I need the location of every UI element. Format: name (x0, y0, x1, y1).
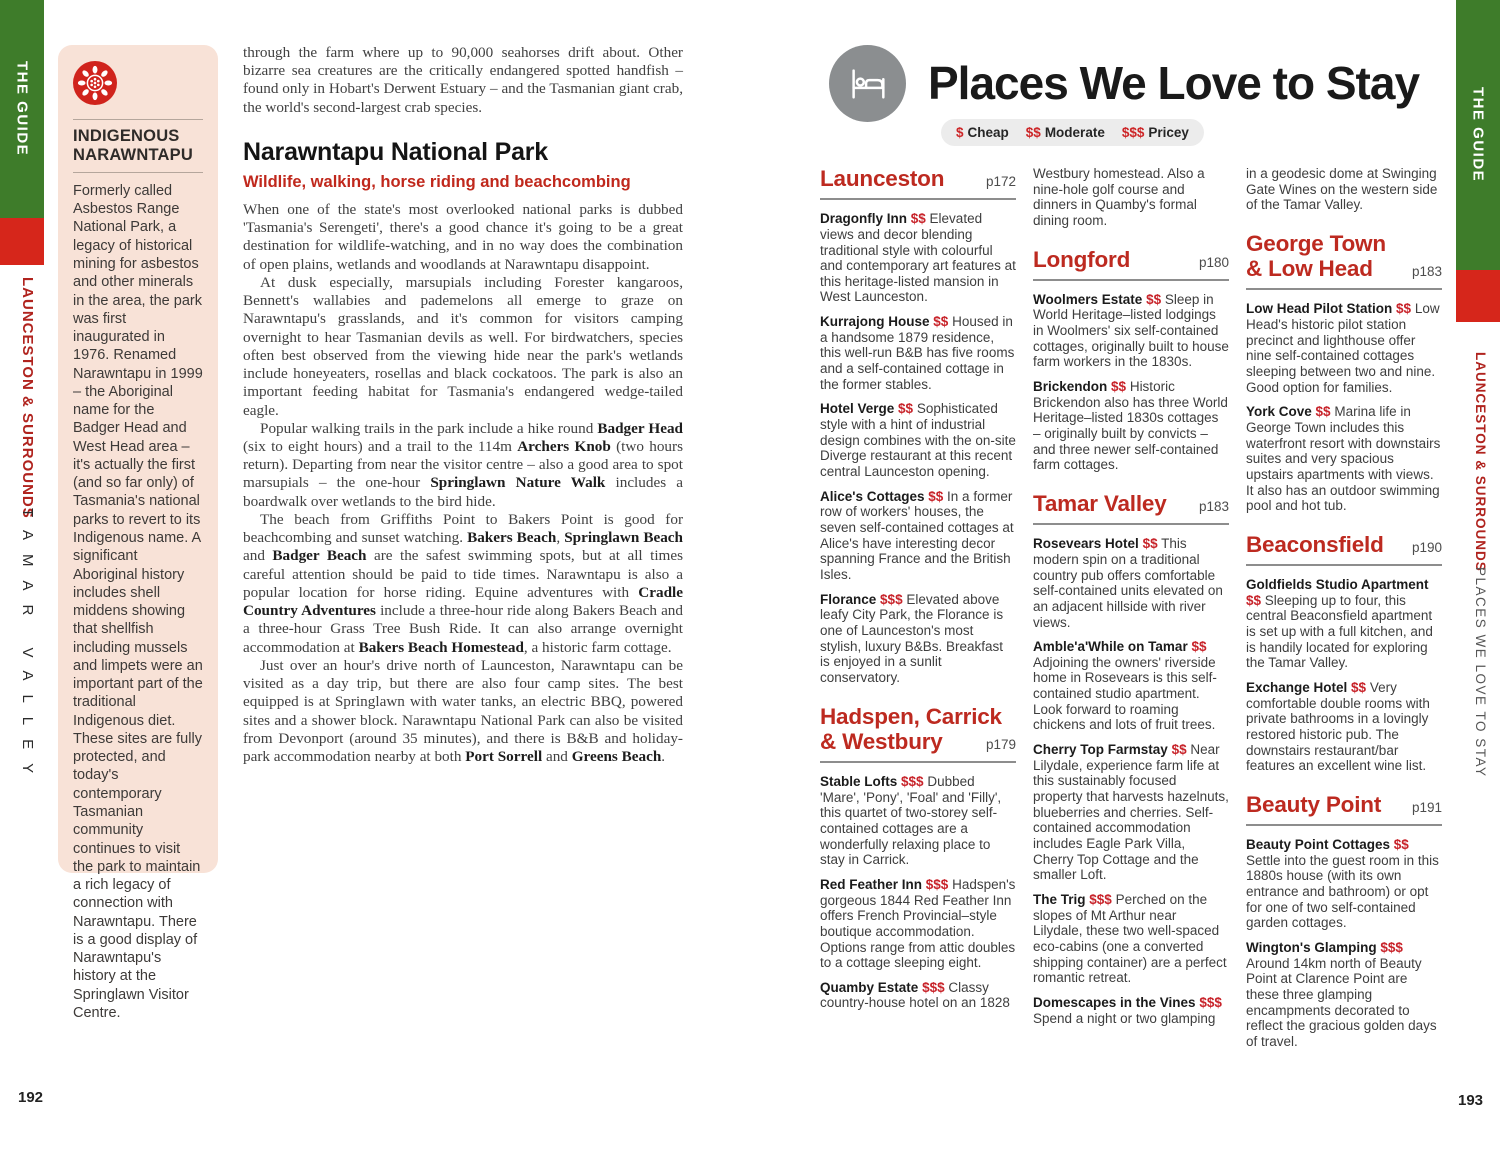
listing-name: Beauty Point Cottages (1246, 837, 1391, 853)
section-page-ref: p190 (1411, 539, 1442, 555)
listing-entry: Kurrajong House $$ Housed in a handsome 1879 residence, this well-run B&B has five rooms and a self-contained cottage in the former stables. (820, 314, 1015, 392)
price-symbol: $ (956, 125, 964, 140)
listing-entry: Florance $$$ Elevated above leafy City Park, the Florance is one of Launceston's most stylish, luxury B&Bs. Breakfast is enjoyed in a sunlit conservatory. (820, 591, 1004, 685)
right-spine-section-label: PLACES WE LOVE TO STAY (1473, 567, 1488, 778)
section-title: Beaconsfield (1246, 531, 1384, 557)
section-heading-row (1246, 792, 1442, 817)
listing-name: Woolmers Estate (1033, 291, 1143, 307)
bed-icon (829, 45, 906, 122)
section-title: Tamar Valley (1033, 491, 1167, 517)
listing-entry: Quamby Estate $$$ Classy country-house hotel on an 1828 (820, 979, 1010, 1011)
listing-price: $$ (1315, 404, 1331, 420)
listing-name: Kurrajong House (820, 314, 930, 330)
price-symbol: $$ (1025, 125, 1041, 140)
page-number-left: 192 (18, 1089, 44, 1106)
article-paragraph: The beach from Griffiths Point to Bakers Point is good for beachcombing and sunset watching. Bakers Beach, Springlawn Beach and Badger Beach are the safest swimming spots, but at all times careful attention should be paid to tide times. Narawntapu is also a popular location for horse riding. Equine adventures with Cradle Country Adventures include a three-hour ride along Bakers Beach and a three-hour Grass Tree Bush Ride. It can also arrange overnight accommodation at Bakers Beach Homestead, a historic farm cottage. (243, 510, 683, 656)
listing-price: $$ (1351, 680, 1367, 695)
listing-entry: York Cove $$ Marina life in George Town includes this waterfront resort with downstairs suites and very spacious upstairs apartments with views. It also has an outdoor swimming pool and hot tub. (1246, 404, 1441, 514)
listing-price: $$ (1393, 837, 1409, 853)
section-heading-row (1246, 256, 1442, 281)
section-heading-row (820, 729, 1016, 754)
right-spine-red-block (1456, 270, 1500, 322)
section-title: Longford (1033, 246, 1131, 272)
listing-name: Alice's Cottages (820, 488, 925, 504)
listing-price: $$ (1396, 301, 1412, 317)
listing-price: $$$ (1199, 994, 1222, 1010)
section-title: Launceston (820, 166, 945, 191)
article-paragraph: When one of the state's most overlooked national parks is dubbed 'Tasmania's Serengeti', there's a good chance it's going to be a great destination for wildlife-watching, and in no way does the combination of open plains, wetlands and woodlands at Narawntapu disappoint. (243, 200, 683, 273)
listing-column (820, 166, 1016, 1059)
right-spine-region-label: LAUNCESTON & SURROUNDS (1473, 352, 1488, 572)
listing-entry: Woolmers Estate $$ Sleep in World Heritage–listed lodgings in Woolmers' six self-contained cottages, originally built to house farm workers in the 1830s. (1033, 291, 1229, 370)
listing-price: $$ (1171, 742, 1187, 758)
left-guide-label: THE GUIDE (13, 61, 31, 157)
section-title: & Low Head (1246, 256, 1373, 282)
listing-entry: Beauty Point Cottages $$ Settle into the guest room in this 1880s house (with its own entrance and bathroom) or opt for one of two self-contained garden cottages. (1246, 837, 1439, 931)
section-heading (820, 166, 1016, 200)
listing-name: Rosevears Hotel (1033, 536, 1139, 552)
listing-entry: Dragonfly Inn $$ Elevated views and decor blending traditional style with colourful and contemporary art features at this heritage-listed mansion in West Launceston. (820, 211, 1016, 305)
article-paragraph: Popular walking trails in the park include a hike round Badger Head (six to eight hours) and a trail to the 114m Archers Knob (two hours return). Departing from near the visitor centre – also a good area to spot marsupials – the one-hour Springlawn Nature Walk includes a boardwalk over wetlands to the bird hide. (243, 419, 683, 510)
section-page-ref: p172 (985, 174, 1016, 189)
section-page-ref: p191 (1411, 799, 1442, 815)
price-symbol: $$$ (1121, 125, 1145, 140)
section-heading-row (820, 704, 1016, 729)
listing-entry: Alice's Cottages $$ In a former row of workers' houses, the seven self-contained cottages at Alice's have interesting decor spanning France and the British Isles. (820, 488, 1014, 582)
price-label: Cheap (967, 125, 1009, 140)
listing-price: $$$ (925, 876, 949, 892)
listing-continuation: Westbury homestead. Also a nine-hole golf course and dinners in Quamby's formal dining room. (1033, 166, 1205, 228)
article-paragraph: Just over an hour's drive north of Launceston, Narawntapu can be visited as a day trip, but there are also four camp sites. The best equipped is at Springlawn with water tanks, an electric BBQ, powered sites and a shower block. Narawntapu National Park can also be visited from Devonport (around 35 minutes), and there is B&B and holiday-park accommodation nearby at both Port Sorrell and Greens Beach. (243, 656, 683, 765)
listing-price: $$ (928, 488, 944, 504)
listings (820, 166, 1442, 1059)
listing-name: Florance (820, 591, 877, 607)
section-heading (1246, 532, 1442, 566)
listing-entry: Goldfields Studio Apartment $$ Sleeping up to four, this central Beaconsfield apartment is set up with a full kitchen, and is handily located for exploring the Tamar Valley. (1246, 577, 1433, 671)
section-page-ref: p183 (1411, 264, 1442, 280)
left-spine-section-label: TAMAR VALLEY (19, 508, 36, 788)
left-spine-region-label: LAUNCESTON & SURROUNDS (19, 277, 36, 519)
sidebar-rule-bottom (73, 172, 203, 173)
listing-entry: Domescapes in the Vines $$$ Spend a night or two glamping (1033, 994, 1222, 1026)
section-title: Beauty Point (1246, 791, 1382, 817)
section-heading (820, 704, 1016, 763)
listing-entry: The Trig $$$ Perched on the slopes of Mt Arthur near Lilydale, these two well-spaced eco-cabins (one a converted shipping container) are a perfect romantic retreat. (1033, 892, 1227, 986)
section-heading-row (1033, 491, 1229, 516)
price-label: Pricey (1148, 125, 1189, 140)
listing-name: York Cove (1246, 404, 1312, 420)
price-key (941, 119, 1204, 146)
intro-paragraph: through the farm where up to 90,000 seahorses drift about. Other bizarre sea creatures are the critically endangered spotted handfish – found only in Hobart's Derwent Estuary – and the Tasmanian giant crab, the world's second-largest crab species. (243, 44, 683, 116)
listing-name: Low Head Pilot Station (1246, 301, 1393, 317)
listing-name: Domescapes in the Vines (1033, 994, 1196, 1010)
listing-price: $$ (933, 314, 949, 330)
section-page-ref: p179 (985, 736, 1016, 752)
listing-entry: Brickendon $$ Historic Brickendon also has three World Heritage–listed 1830s cottages – originally built by convicts – and three newer self-contained farm cottages. (1033, 379, 1228, 473)
article-subheading: Wildlife, walking, horse riding and beachcombing (243, 172, 631, 191)
indigenous-sidebar (58, 45, 218, 1021)
price-key-item (1122, 125, 1189, 140)
listing-price: $$ (1146, 291, 1162, 307)
page-title: Places We Love to Stay (928, 57, 1420, 109)
listing-name: Cherry Top Farmstay (1033, 742, 1168, 758)
listing-entry: Hotel Verge $$ Sophisticated style with a hint of industrial design combines with the on-site Diverge restaurant at this recent central Launceston opening. (820, 401, 1016, 480)
right-guide-label: THE GUIDE (1469, 87, 1487, 183)
listing-name: Dragonfly Inn (820, 211, 907, 227)
listing-entry: Red Feather Inn $$$ Hadspen's gorgeous 1844 Red Feather Inn offers French Provincial–style boutique accommodation. Options range from attic doubles to a cottage sleeping eight. (820, 876, 1016, 971)
section-title: Hadspen, Carrick (820, 703, 1002, 729)
section-heading-row (1246, 532, 1442, 557)
section-title: & Westbury (820, 728, 943, 754)
listing-name: Exchange Hotel (1246, 680, 1348, 695)
listing-entry: Low Head Pilot Station $$ Low Head's historic pilot station precinct and lighthouse offer nine self-contained cottages sleeping between two and nine. Good option for families. (1246, 301, 1440, 395)
listing-name: Brickendon (1033, 379, 1108, 395)
left-spine-red-block (0, 218, 44, 265)
listing-price: $$$ (1380, 940, 1403, 956)
sidebar-rule-top (73, 119, 203, 120)
article-paragraph: At dusk especially, marsupials including Forester kangaroos, Bennett's wallabies and pademelons all emerge to graze on Narawntapu's grasslands, and it's common for visitors camping overnight to hear Tasmanian devils as well. For birdwatchers, species often best observed from the viewing hide near the park's wetlands include honeyeaters, rosellas and black cockatoos. The park is also an important feeding habitat for Tasmania's endangered wedge-tailed eagle. (243, 273, 683, 419)
listing-price: $$ (910, 211, 926, 227)
listing-price: $$ (1246, 592, 1262, 608)
listing-name: Wington's Glamping (1246, 940, 1377, 956)
listing-entry: Stable Lofts $$$ Dubbed 'Mare', 'Pony', 'Foal' and 'Filly', this quartet of two-storey self-contained cottages are a wonderfully relaxing place to stay in Carrick. (820, 773, 1002, 868)
listing-name: The Trig (1033, 892, 1086, 907)
section-heading (1033, 247, 1229, 281)
listing-entry: Wington's Glamping $$$ Around 14km north of Beauty Point at Clarence Point are these three glamping encampments decorated to reflect the gracious golden days of travel. (1246, 940, 1437, 1049)
section-page-ref: p183 (1198, 499, 1229, 515)
right-spine-green-block (1456, 0, 1500, 270)
section-heading-row (820, 166, 1016, 191)
listing-price: $$$ (901, 773, 924, 789)
listing-name: Stable Lofts (820, 773, 898, 789)
listing-price: $$$ (880, 591, 903, 607)
listing-price: $$ (898, 401, 914, 417)
article-heading: Narawntapu National Park (243, 137, 549, 166)
section-heading (1033, 491, 1229, 525)
listing-price: $$$ (1089, 892, 1112, 907)
aboriginal-art-icon (73, 61, 117, 105)
listing-column (1246, 166, 1442, 1059)
price-key-item (956, 125, 1009, 140)
page-number-right: 193 (1458, 1092, 1484, 1109)
listing-column (1033, 166, 1229, 1059)
section-title: George Town (1246, 230, 1386, 256)
listing-price: $$ (1142, 536, 1158, 552)
listing-name: Goldfields Studio Apartment (1246, 577, 1429, 593)
article-column (243, 44, 683, 766)
listing-entry: Rosevears Hotel $$ This modern spin on a traditional country pub offers comfortable self-contained units elevated on an adjacent hillside with river views. (1033, 536, 1223, 630)
listing-price: $$$ (922, 979, 945, 995)
price-label: Moderate (1044, 125, 1105, 140)
listing-name: Hotel Verge (820, 401, 895, 417)
listing-entry: Exchange Hotel $$ Very comfortable double rooms with private bathrooms in a lovingly restored historic pub. The downstairs restaurant/bar features an excellent wine list. (1246, 680, 1430, 774)
listing-name: Red Feather Inn (820, 876, 923, 892)
section-heading-row (1033, 247, 1229, 272)
listing-name: Amble'a'While on Tamar (1033, 639, 1188, 655)
article-body (243, 201, 683, 766)
listing-continuation: in a geodesic dome at Swinging Gate Wines on the western side of the Tamar Valley. (1246, 166, 1438, 213)
section-heading-row (1246, 231, 1442, 256)
sidebar-body: Formerly called Asbestos Range National Park, a legacy of historical mining for asbestos and other minerals in the area, the park was first inaugurated in 1976. Renamed Narawntapu in 1999 – the Aboriginal name for the Badger Head and West Head area – it's actually the first (and so far only) of Tasmania's national parks to revert to its Indigenous name. A significant Aboriginal history includes shell middens showing that shellfish including mussels and limpets were an important part of the traditional Indigenous diet. These sites are fully protected, and today's contemporary Tasmanian community continues to visit the park to maintain a rich legacy of connection with Narawntapu. There is a good display of Narawntapu's history at the Springlawn Visitor Centre. (73, 182, 203, 1021)
section-heading (1246, 792, 1442, 826)
sidebar-title: INDIGENOUS NARAWNTAPU (73, 127, 193, 164)
listing-entry: Cherry Top Farmstay $$ Near Lilydale, experience farm life at this sustainably focused property that harvests hazelnuts, blueberries and cherries. Self-contained accommodation includes Eagle Park Villa, Cherry Top Cottage and the smaller Loft. (1033, 742, 1229, 883)
listing-price: $$ (1111, 379, 1127, 395)
section-heading (1246, 231, 1442, 290)
price-key-item (1026, 125, 1105, 140)
section-page-ref: p180 (1198, 254, 1229, 270)
listing-name: Quamby Estate (820, 979, 919, 995)
listing-price: $$ (1191, 639, 1207, 655)
left-spine-green-block (0, 0, 44, 218)
listing-entry: Amble'a'While on Tamar $$ Adjoining the owners' riverside home in Rosevears is this self-contained studio apartment. Look forward to roaming chickens and lots of fruit trees. (1033, 639, 1217, 733)
